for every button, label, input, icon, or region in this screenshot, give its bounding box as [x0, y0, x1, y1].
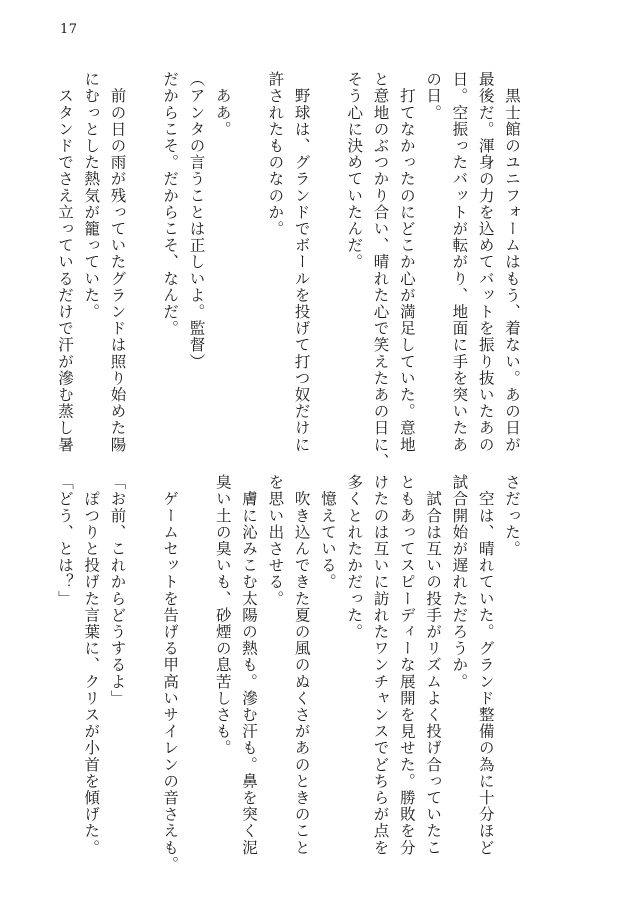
upper-block-line: 野球は、グランドでボールを投げて打つ奴だけに: [292, 71, 311, 453]
lower-block-line: [131, 474, 157, 829]
lower-block-line: けたのは互いに訪れたワンチャンスでどちらが点を: [371, 474, 390, 856]
lower-block-line: 試合は互いの投手がリズムよく投げ合っていたこ: [424, 474, 443, 856]
upper-block-line: （アンタの言うことは正しいよ。監督）: [187, 71, 206, 370]
lower-block-line: [183, 474, 209, 829]
upper-block-line: [236, 71, 262, 426]
lower-block-line: ぽつりと投げた言葉に、クリスが小首を傾げた。: [82, 474, 101, 856]
lower-text-block: [55, 474, 525, 873]
upper-block-line: 打てなかったのにどこか心が満足していた。意地: [397, 71, 416, 453]
lower-block-line: 多くとれたかだった。: [345, 474, 364, 640]
upper-block-line: [131, 71, 157, 426]
lower-block-line: 空は、晴れていた。グランド整備の為に十分ほど: [476, 474, 495, 856]
lower-block-line: 試合開始が遅れただろうか。: [450, 474, 469, 690]
upper-block-line: 前の日の雨が残っていたグランドは照り始めた陽: [108, 71, 127, 453]
upper-block-line: 許されたものなのか。: [266, 71, 285, 237]
lower-block-line: を思い出させる。: [266, 474, 285, 607]
lower-block-line: さだった。: [503, 474, 521, 557]
upper-block-line: スタンドでさえ立っているだけで汗が滲む蒸し暑: [55, 71, 74, 453]
upper-block-line: 黒士館のユニフォームはもう、着ない。あの日が: [503, 71, 521, 453]
lower-block-line: 憶えている。: [318, 474, 337, 591]
lower-block-line: ゲームセットを告げる甲高いサイレンの音さえも。: [161, 474, 180, 873]
upper-block-line: の日。: [424, 71, 443, 121]
lower-block-line: 膚に沁みこむ太陽の熱も。滲む汗も。鼻を突く泥: [240, 474, 259, 856]
upper-block-line: 最後だ。渾身の力を込めてバットを振り抜いたあの: [476, 71, 495, 453]
upper-block-line: と意地のぶつかり合い、晴れた心で笑えたあの日に、: [371, 71, 390, 470]
lower-block-line: ともあってスピーディーな展開を見せた。勝敗を分: [397, 474, 416, 856]
upper-block-line: だからこそ。だからこそ、なんだ。: [161, 71, 180, 337]
lower-block-line: 吹き込んできた夏の風のぬくさがあのときのこと: [292, 474, 311, 856]
upper-text-block: [55, 71, 525, 470]
upper-block-line: 日。空振ったバットが転がり、地面に手を突いたあ: [450, 71, 469, 453]
upper-block-line: にむっとした熱気が籠っていた。: [82, 71, 101, 320]
upper-block-line: そう心に決めていたんだ。: [345, 71, 364, 271]
upper-block-line: ああ。: [213, 71, 232, 138]
lower-block-line: 「お前、これからどうするよ」: [108, 474, 127, 707]
lower-block-line: 「どう、とは？」: [55, 474, 74, 607]
lower-block-line: 臭い土の臭いも、砂煙の息苦しさも。: [213, 474, 232, 757]
upper-block-line: [315, 71, 341, 426]
page-number: 17: [60, 22, 78, 37]
